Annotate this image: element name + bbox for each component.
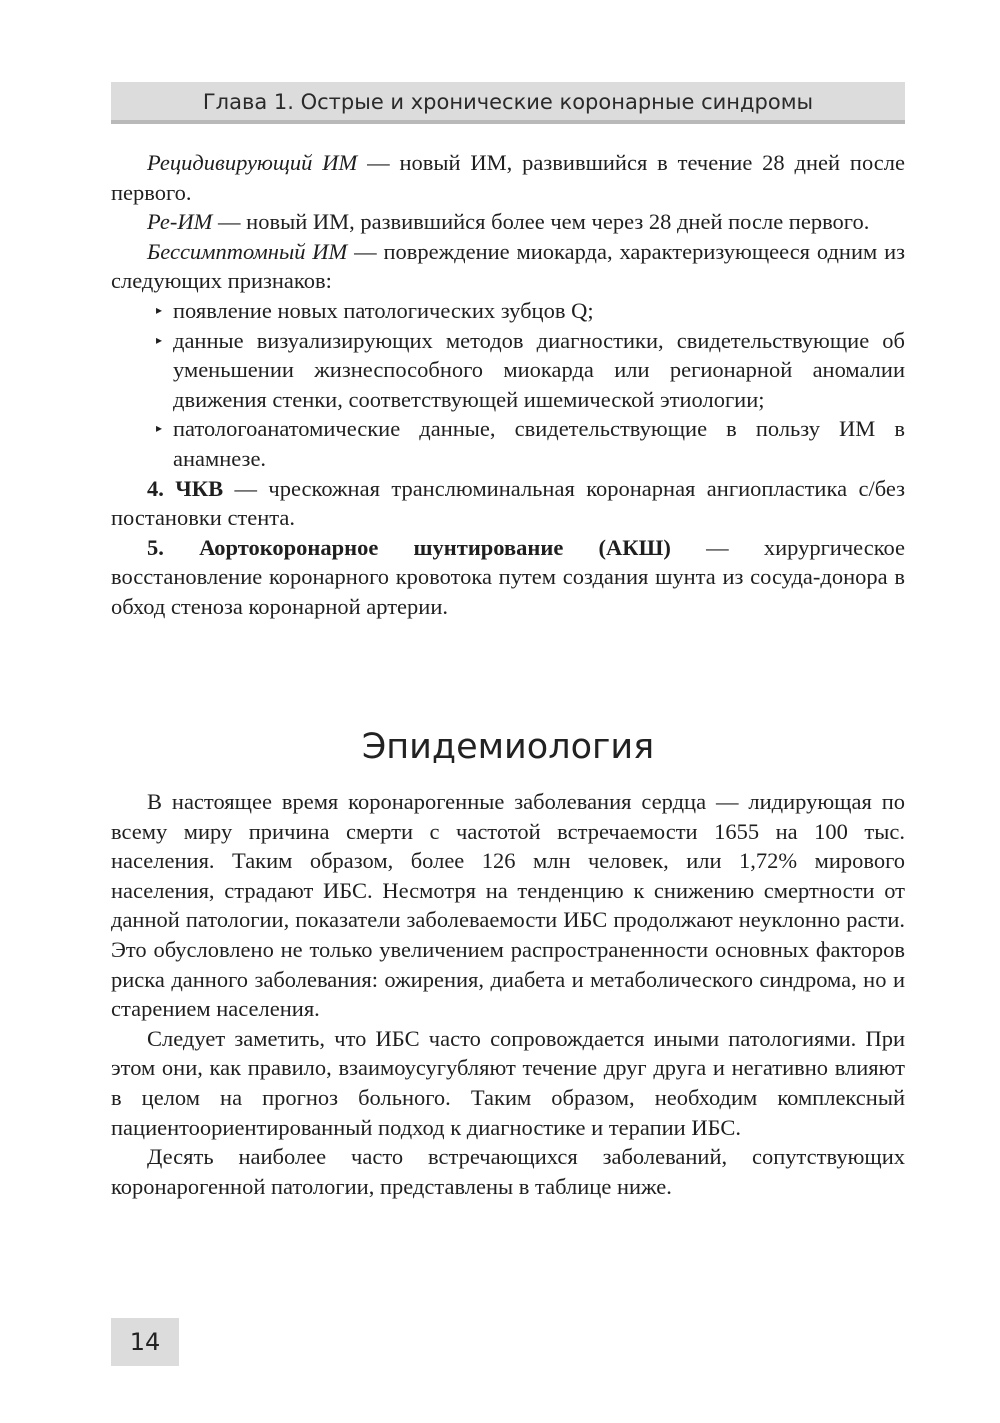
list-item-text: патологоанатомические данные, свидетельствующие в пользу ИМ в анамнезе.: [173, 416, 905, 471]
running-header: [111, 82, 905, 124]
triangle-bullet-icon: ▸: [156, 332, 163, 347]
triangle-bullet-icon: ▸: [156, 302, 163, 317]
page-number-text: 14: [129, 1328, 161, 1356]
list-item-text: данные визуализирующих методов диагностики, свидетельствующие об уменьшении жизнеспособного миокарда или регионарной аномалии движения стенки, соответствующей ишемической этиологии;: [173, 327, 905, 412]
definition-silent-mi-text: — повреждение миокарда, характеризующееся одним из следующих признаков:: [111, 238, 905, 294]
section-heading: Эпидемиология: [361, 727, 655, 767]
triangle-bullet-icon: ▸: [156, 421, 163, 436]
definition-reinfarction: [111, 207, 905, 237]
term-silent-mi: Бессимптомный ИМ: [147, 238, 348, 264]
paragraph: В настоящее время коронарогенные заболевания сердца — лидирующая по всему миру причина смерти с частотой встречаемости 1655 на 100 тыс. населения. Таким образом, более 126 млн человек, или 1,72% мирового населения, страдают ИБС. Несмотря на тенденцию к снижению смертности от данной патологии, показатели заболеваемости ИБС продолжают неуклонно расти. Это обусловлено не только увеличением распространенности основных факторов риска данного заболевания: ожирения, диабета и метаболического синдрома, но и старением населения.: [111, 789, 905, 1022]
term-recurrent-mi: Рецидивирующий ИМ: [147, 150, 358, 175]
definition-recurrent-mi: [111, 148, 905, 207]
definition-reinfarction-text: — новый ИМ, развившийся более чем через 28 дней после первого.: [212, 209, 870, 235]
term-cabg: 5. Аортокоронарное шунтирование (АКШ): [147, 534, 671, 560]
list-item-text: появление новых патологических зубцов Q;: [173, 297, 594, 323]
term-reinfarction: Ре-ИМ: [147, 209, 213, 235]
chapter-title: Глава 1. Острые и хронические коронарные синдромы: [202, 90, 814, 114]
definition-cabg: [111, 533, 905, 622]
definition-pci: [111, 474, 905, 533]
list-item: [156, 296, 905, 326]
paragraph: Следует заметить, что ИБС часто сопровождается иными патологиями. При этом они, как правило, взаимоусугубляют течение друг друга и негативно влияют в целом на прогноз больного. Таким образом, необходим комплексный пациентоориентированный подход к диагностике и терапии ИБС.: [111, 1025, 905, 1140]
silent-mi-criteria-list: [111, 296, 905, 474]
paragraph: Десять наиболее часто встречающихся заболеваний, сопутствующих коронарогенной патологии, представлены в таблице ниже.: [111, 1144, 905, 1199]
list-item: [156, 414, 905, 473]
definition-recurrent-mi-text: — новый ИМ, развившийся в течение 28 дней после первого.: [111, 150, 905, 205]
epidemiology-section: [111, 787, 905, 1201]
list-item: [156, 326, 905, 415]
term-pci: 4. ЧКВ: [147, 475, 224, 501]
definition-pci-text: — чрескожная транслюминальная коронарная ангиопластика с/без постановки стента.: [111, 475, 905, 531]
definition-silent-mi: [111, 237, 905, 296]
definitions-block: [111, 148, 905, 622]
definition-cabg-text: — хирургическое восстановление коронарного кровотока путем создания шунта из сосуда-донора в обход стеноза коронарной артерии.: [111, 534, 905, 619]
page-number: [111, 1318, 179, 1366]
